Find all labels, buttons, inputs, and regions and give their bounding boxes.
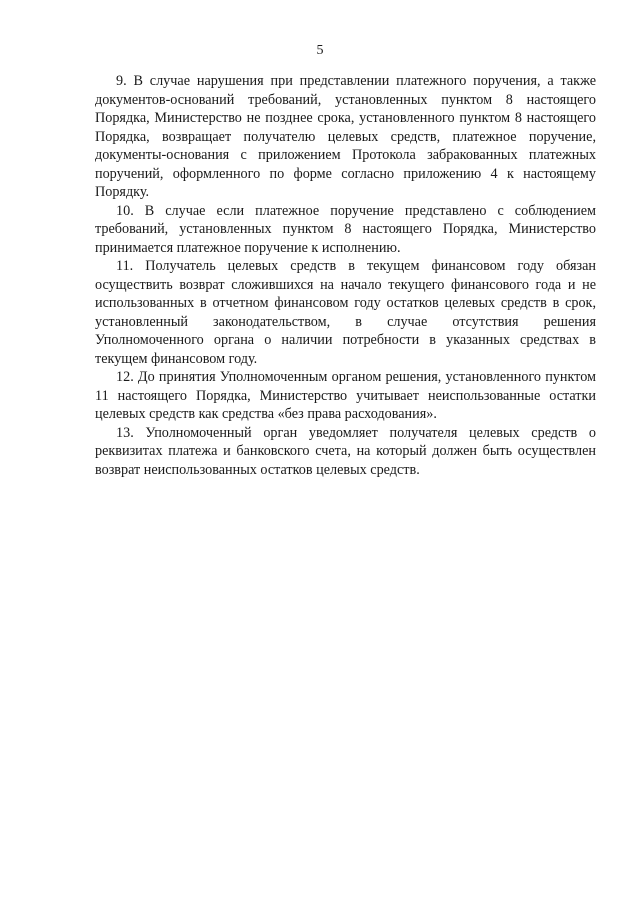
paragraph-10: 10. В случае если платежное поручение представлено с соблюдением требований, установленных пунктом 8 настоящего Порядка, Министерство принимается платежное поручение к исполнению.	[95, 202, 596, 256]
paragraph-11: 11. Получатель целевых средств в текущем финансовом году обязан осуществить возврат сложившихся на начало текущего финансового года и не использованных в отчетном финансовом году остатков целевых средств в срок, установленный законодательством, в случае отсутствия решения Уполномоченного органа о наличии потребности в указанных средствах в текущем финансовом году.	[95, 258, 596, 367]
page-number: 5	[316, 43, 324, 58]
document-body	[95, 72, 596, 479]
paragraph-9: 9. В случае нарушения при представлении платежного поручения, а также документов-оснований требований, установленных пунктом 8 настоящего Порядка, Министерство не позднее срока, установленного пунктом 8 настоящего Порядка, возвращает получателю целевых средств, платежное поручение, документы-основания с приложением Протокола забракованных платежных поручений, оформленного по форме согласно приложению 4 к настоящему Порядку.	[95, 73, 596, 200]
paragraph-13: 13. Уполномоченный орган уведомляет получателя целевых средств о реквизитах платежа и банковского счета, на который должен быть осуществлен возврат неиспользованных остатков целевых средств.	[95, 424, 596, 478]
paragraph-12: 12. До принятия Уполномоченным органом решения, установленного пунктом 11 настоящего Порядка, Министерство учитывает неиспользованные остатки целевых средств как средства «без права расходования».	[95, 369, 596, 422]
